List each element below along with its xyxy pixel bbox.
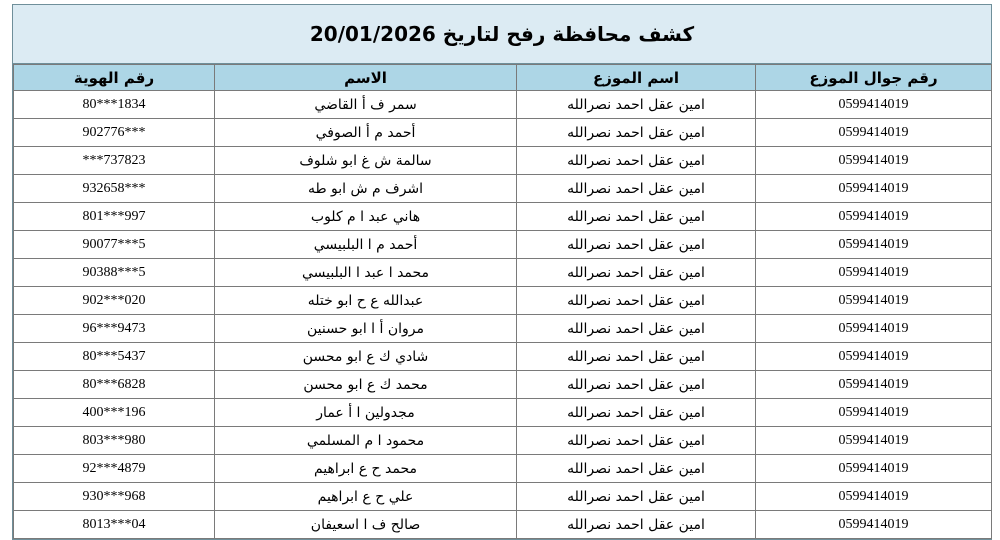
name-cell: أحمد م ا البلبيسي (215, 231, 517, 259)
id-cell: 90388***5 (14, 259, 215, 287)
phone-cell: 0599414019 (756, 119, 992, 147)
beneficiaries-table (13, 64, 992, 539)
distributor-cell: امين عقل احمد نصرالله (517, 371, 756, 399)
id-cell: 96***9473 (14, 315, 215, 343)
phone-cell: 0599414019 (756, 511, 992, 539)
id-cell: 80***5437 (14, 343, 215, 371)
table-row (14, 203, 992, 231)
phone-cell: 0599414019 (756, 315, 992, 343)
column-header-name: الاسم (215, 65, 517, 91)
distributor-cell: امين عقل احمد نصرالله (517, 483, 756, 511)
distributor-cell: امين عقل احمد نصرالله (517, 455, 756, 483)
phone-cell: 0599414019 (756, 343, 992, 371)
table-body (14, 91, 992, 539)
distributor-cell: امين عقل احمد نصرالله (517, 399, 756, 427)
distributor-cell: امين عقل احمد نصرالله (517, 287, 756, 315)
id-cell: 902776*** (14, 119, 215, 147)
name-cell: هاني عبد ا م كلوب (215, 203, 517, 231)
id-cell: 400***196 (14, 399, 215, 427)
name-cell: محمد ك ع ابو محسن (215, 371, 517, 399)
table-row (14, 343, 992, 371)
id-cell: 80***6828 (14, 371, 215, 399)
name-cell: سالمة ش غ ابو شلوف (215, 147, 517, 175)
name-cell: محمود ا م المسلمي (215, 427, 517, 455)
distributor-cell: امين عقل احمد نصرالله (517, 147, 756, 175)
name-cell: سمر ف أ القاضي (215, 91, 517, 119)
distributor-cell: امين عقل احمد نصرالله (517, 119, 756, 147)
table-row (14, 91, 992, 119)
id-cell: 932658*** (14, 175, 215, 203)
phone-cell: 0599414019 (756, 483, 992, 511)
phone-cell: 0599414019 (756, 231, 992, 259)
sheet-title (13, 5, 991, 64)
phone-cell: 0599414019 (756, 427, 992, 455)
id-cell: 92***4879 (14, 455, 215, 483)
phone-cell: 0599414019 (756, 147, 992, 175)
table-row (14, 259, 992, 287)
distribution-sheet (12, 4, 992, 540)
name-cell: اشرف م ش ابو طه (215, 175, 517, 203)
table-row (14, 371, 992, 399)
name-cell: مجدولين ا أ عمار (215, 399, 517, 427)
table-row (14, 483, 992, 511)
distributor-cell: امين عقل احمد نصرالله (517, 203, 756, 231)
phone-cell: 0599414019 (756, 287, 992, 315)
id-cell: 80***1834 (14, 91, 215, 119)
phone-cell: 0599414019 (756, 91, 992, 119)
name-cell: محمد ا عبد ا البلبيسي (215, 259, 517, 287)
distributor-cell: امين عقل احمد نصرالله (517, 175, 756, 203)
name-cell: علي ح ع ابراهيم (215, 483, 517, 511)
table-row (14, 455, 992, 483)
id-cell: 902***020 (14, 287, 215, 315)
column-header-id: رقم الهوية (14, 65, 215, 91)
distributor-cell: امين عقل احمد نصرالله (517, 259, 756, 287)
table-row (14, 147, 992, 175)
column-header-phone: رقم جوال الموزع (756, 65, 992, 91)
table-row (14, 231, 992, 259)
table-row (14, 315, 992, 343)
phone-cell: 0599414019 (756, 203, 992, 231)
table-row (14, 287, 992, 315)
id-cell: 803***980 (14, 427, 215, 455)
name-cell: عبدالله ع ح ابو ختله (215, 287, 517, 315)
phone-cell: 0599414019 (756, 399, 992, 427)
name-cell: محمد ح ع ابراهيم (215, 455, 517, 483)
distributor-cell: امين عقل احمد نصرالله (517, 231, 756, 259)
phone-cell: 0599414019 (756, 175, 992, 203)
table-row (14, 427, 992, 455)
distributor-cell: امين عقل احمد نصرالله (517, 511, 756, 539)
sheet-title-text: كشف محافظة رفح لتاريخ 20/01/2026 (309, 22, 695, 46)
id-cell: 8013***04 (14, 511, 215, 539)
name-cell: شادي ك ع ابو محسن (215, 343, 517, 371)
table-header-row (14, 65, 992, 91)
id-cell: 90077***5 (14, 231, 215, 259)
name-cell: أحمد م أ الصوفي (215, 119, 517, 147)
table-row (14, 119, 992, 147)
phone-cell: 0599414019 (756, 259, 992, 287)
id-cell: ***737823 (14, 147, 215, 175)
phone-cell: 0599414019 (756, 371, 992, 399)
table-row (14, 175, 992, 203)
table-row (14, 511, 992, 539)
name-cell: مروان أ ا ابو حسنين (215, 315, 517, 343)
name-cell: صالح ف ا اسعيفان (215, 511, 517, 539)
id-cell: 801***997 (14, 203, 215, 231)
distributor-cell: امين عقل احمد نصرالله (517, 91, 756, 119)
table-row (14, 399, 992, 427)
column-header-distributor: اسم الموزع (517, 65, 756, 91)
distributor-cell: امين عقل احمد نصرالله (517, 427, 756, 455)
phone-cell: 0599414019 (756, 455, 992, 483)
distributor-cell: امين عقل احمد نصرالله (517, 343, 756, 371)
distributor-cell: امين عقل احمد نصرالله (517, 315, 756, 343)
id-cell: 930***968 (14, 483, 215, 511)
